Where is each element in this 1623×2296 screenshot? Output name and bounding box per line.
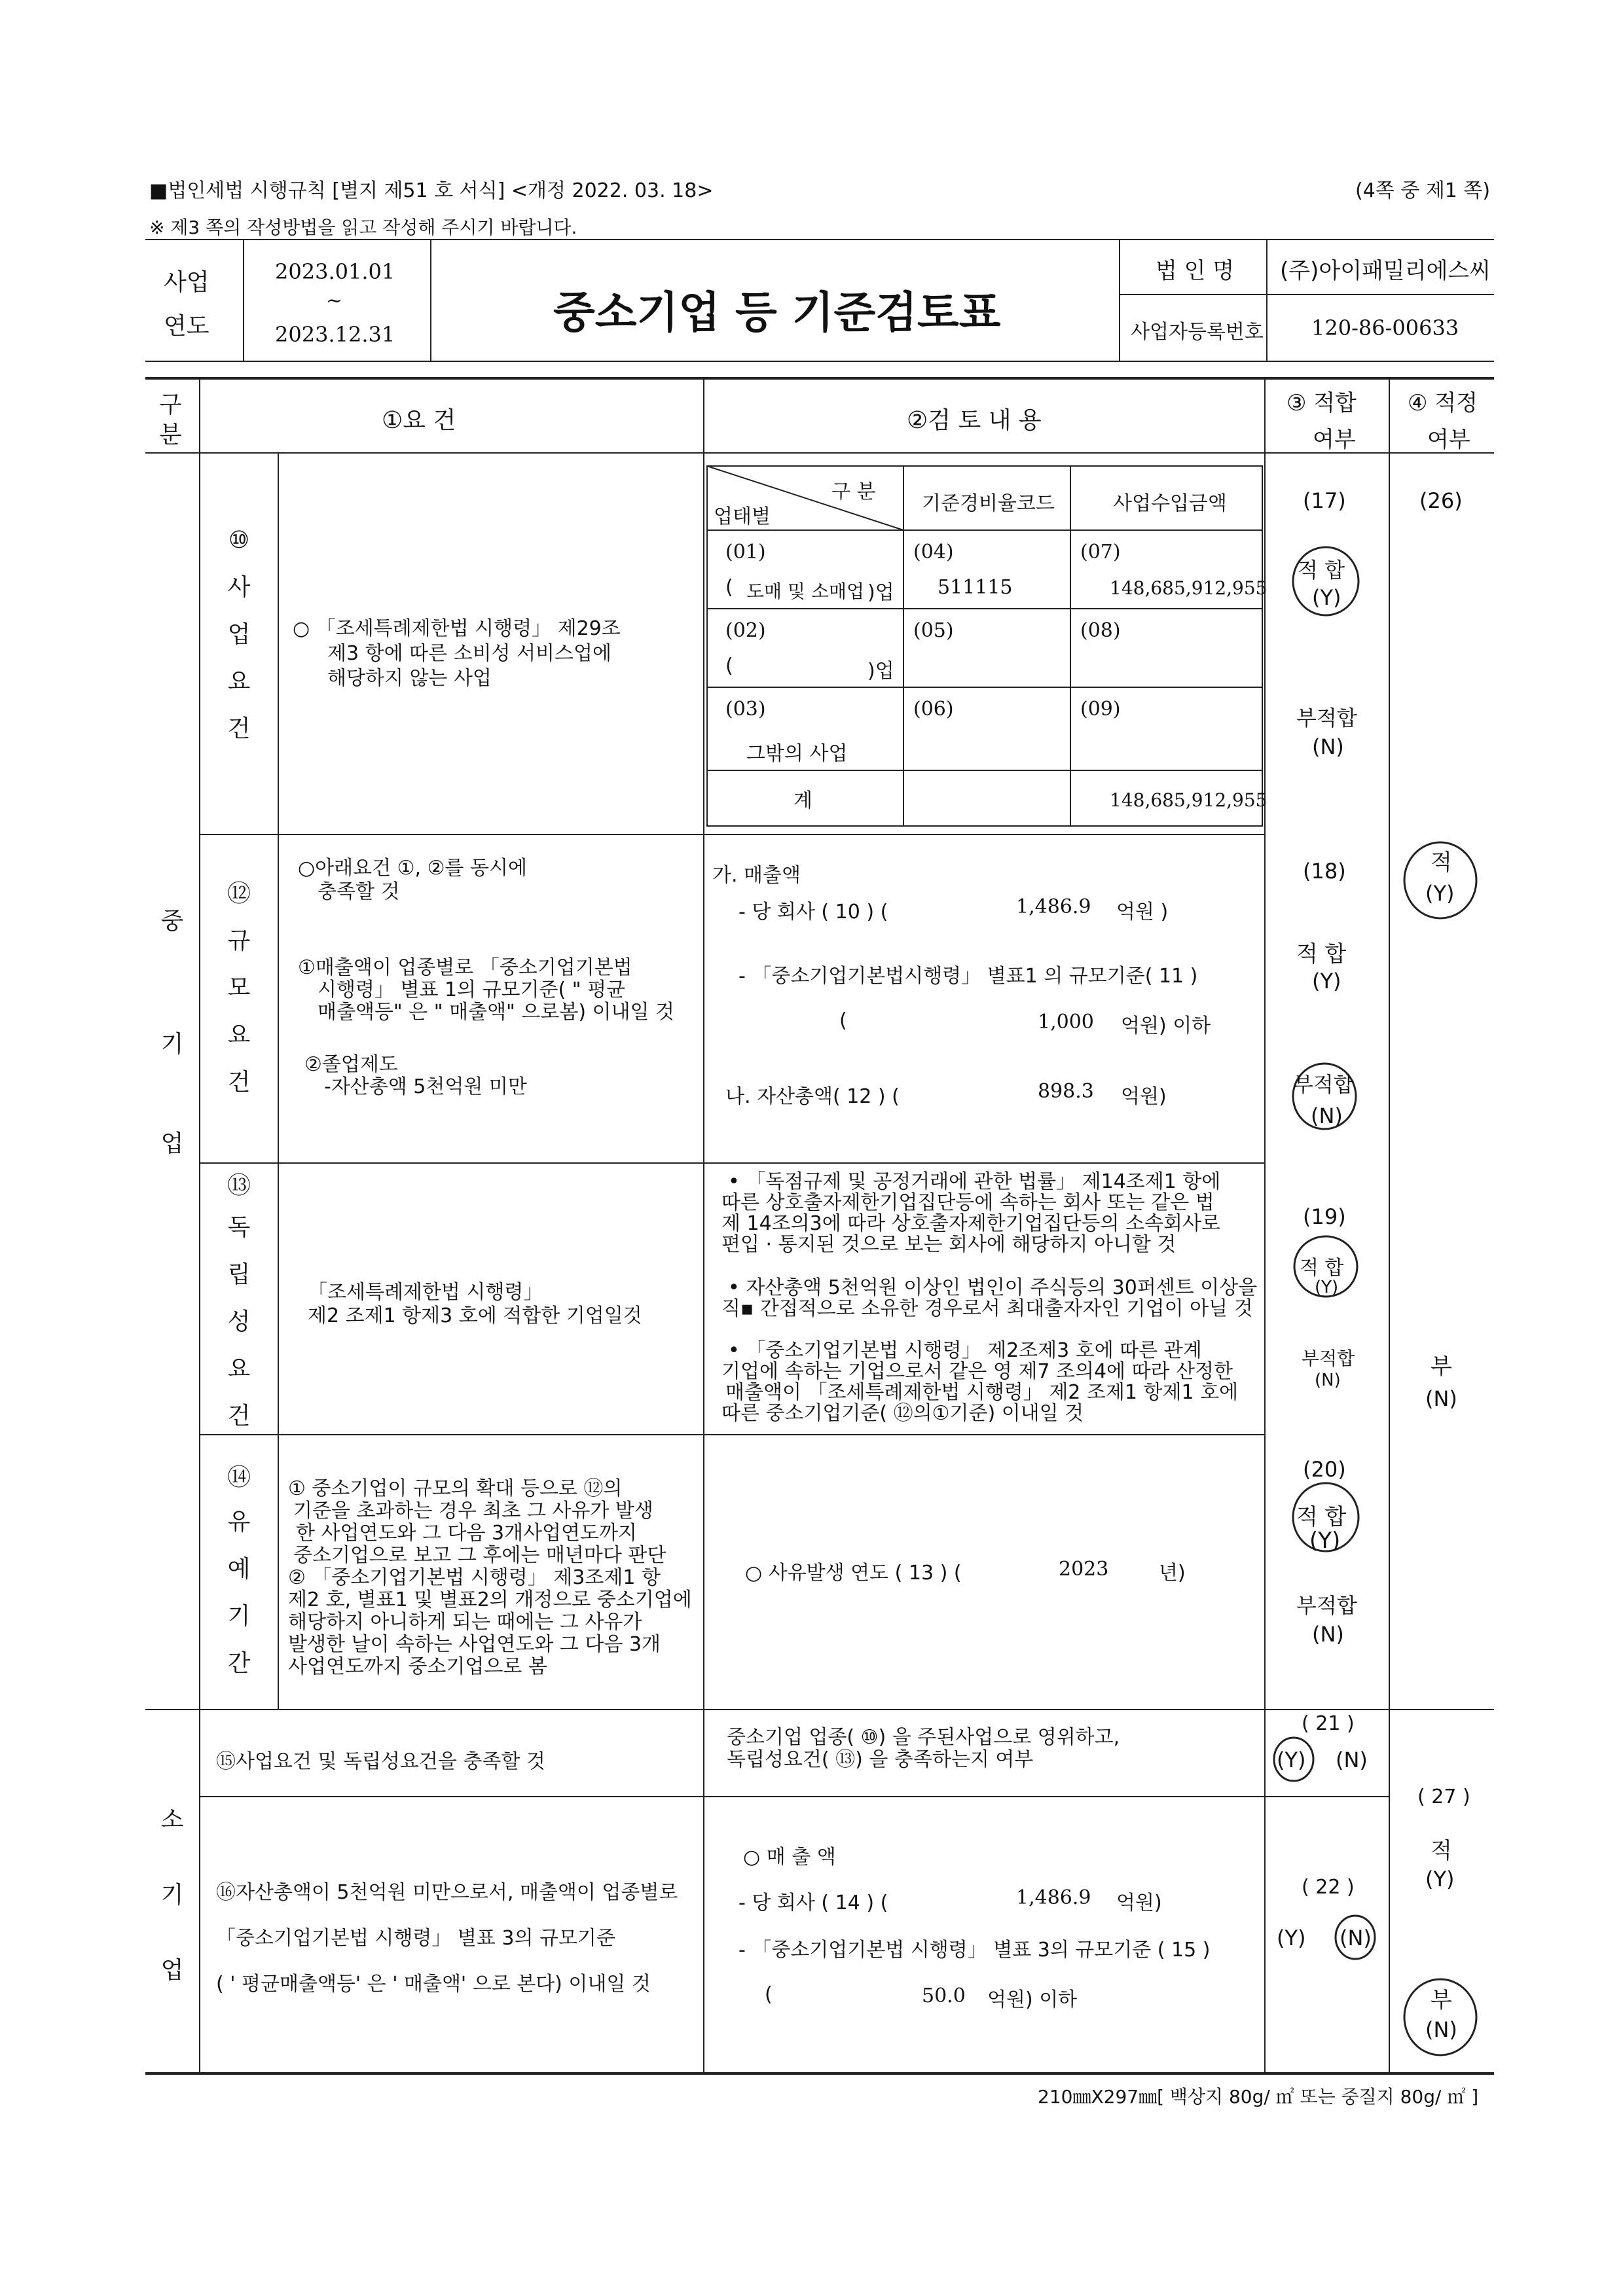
r101-fit-no: (17) [1303, 488, 1346, 513]
period-tilde: ~ [326, 289, 343, 312]
r102-label-2: 모 [227, 975, 251, 1001]
r106-rev-std-val: 50.0 [922, 1984, 966, 2007]
r101-row2-open: ( [725, 655, 733, 677]
r102-rev-company: - 당 회사 ( 10 ) ( [739, 901, 888, 924]
col-gubun-1: 구 [159, 391, 182, 418]
r101-total-amt: 148,685,912,955 [1110, 789, 1267, 811]
r104-req-2: 기준을 초과하는 경우 최초 그 사유가 발생 [293, 1499, 653, 1522]
r106-rev-company: - 당 회사 ( 14 ) ( [739, 1892, 888, 1914]
biz-no-label: 사업자등록번호 [1131, 321, 1264, 344]
r104-label-2: 예 [227, 1556, 251, 1583]
r106-req-2: 「중소기업기본법 시행령」 별표 3의 규모기준 [216, 1927, 615, 1950]
r102-req-7: -자산총액 5천억원 미만 [324, 1075, 527, 1098]
corp-name: (주)아이패밀리에스씨 [1280, 258, 1491, 284]
r102-fit-yes-code: (Y) [1312, 969, 1341, 994]
r103-rev-3: 제 14조의3에 따라 상호출자제한기업집단등의 소속회사로 [721, 1212, 1220, 1235]
r102-label-4: 건 [227, 1069, 251, 1096]
r101-row2-amt-no: (08) [1080, 619, 1121, 642]
r103-proper-no-code: (N) [1425, 1386, 1457, 1411]
period-end: 2023.12.31 [275, 322, 395, 347]
r103-fit-no-label: 부적합 [1302, 1348, 1355, 1369]
r101-th-gubun: 구 분 [831, 480, 876, 503]
r102-req-6: ②졸업제도 [304, 1053, 398, 1076]
r102-req-3: ①매출액이 업종별로 「중소기업기본법 [298, 956, 632, 979]
r101-row1-code-no: (04) [913, 541, 954, 564]
corp-name-label: 법 인 명 [1156, 258, 1235, 284]
r103-rev-6: 직▪ 간접적으로 소유한 경우로서 최대출자자인 기업이 아닐 것 [721, 1297, 1253, 1320]
r101-row3-no: (03) [725, 698, 766, 721]
r103-proper-no-label: 부 [1431, 1354, 1452, 1380]
r106-rev-std-open: ( [765, 1983, 773, 2006]
r104-rev-1: ○ 사유발생 연도 ( 13 ) ( [745, 1562, 962, 1585]
r101-th-amount: 사업수입금액 [1113, 492, 1227, 515]
r102-rev-std-val: 1,000 [1038, 1011, 1094, 1033]
r106-rev-title: ○ 매 출 액 [743, 1846, 836, 1869]
r102-req-4: 시행령」 별표 1의 규모기준( " 평균 [318, 978, 626, 1001]
r105-req: ⑮사업요건 및 독립성요건을 충족할 것 [216, 1750, 545, 1773]
r101-row1-amt-no: (07) [1080, 541, 1121, 564]
r104-req-4: 중소기업으로 보고 그 후에는 매년마다 판단 [293, 1544, 666, 1567]
col-proper-2: 여부 [1427, 427, 1470, 453]
r104-fit-no-label: 부적합 [1296, 1593, 1357, 1618]
r101-fit-yes-code: (Y) [1312, 585, 1341, 610]
r104-req-9: 사업연도까지 중소기업으로 봄 [288, 1655, 547, 1678]
r103-label-1: 독 [227, 1214, 251, 1241]
r104-fit-yes-code: (Y) [1309, 1528, 1341, 1554]
r106-fit-no: ( 22 ) [1302, 1876, 1355, 1899]
r101-row3-name: 그밖의 사업 [746, 742, 848, 765]
r106-fit-yes-code: (Y) [1277, 1926, 1306, 1950]
r102-req-1: ○아래요건 ①, ②를 동시에 [298, 857, 527, 880]
r101-row1-amt: 148,685,912,955 [1110, 577, 1267, 599]
r101-req-1: ○ 「조세특례제한법 시행령」 제29조 [293, 617, 621, 640]
r102-label-num: ⑫ [227, 880, 251, 907]
r102-fit-yes: 적 합 [1296, 941, 1347, 967]
r106-fit-no-code: (N) [1340, 1926, 1372, 1950]
r106-rev-unit: 억원) [1116, 1892, 1162, 1914]
section-sme-2: 기 [160, 1031, 184, 1058]
r106-req-1: ⑯자산총액이 5천억원 미만으로서, 매출액이 업종별로 [216, 1881, 678, 1904]
r106-rev-std: - 「중소기업기본법 시행령」 별표 3의 규모기준 ( 15 ) [739, 1939, 1211, 1962]
page-indicator: (4쪽 중 제1 쪽) [1355, 179, 1491, 202]
r102-label-3: 요 [227, 1022, 251, 1049]
form-reference: ■법인세법 시행규칙 [별지 제51 호 서식] <개정 2022. 03. 18> [149, 179, 714, 202]
section-small-2: 기 [160, 1882, 184, 1909]
r103-fit-yes-code: (Y) [1315, 1278, 1339, 1297]
r103-rev-8: 기업에 속하는 기업으로서 같은 영 제7 조의4에 따라 산정한 [721, 1360, 1233, 1383]
r105-rev-2: 독립성요건( ⑬) 을 충족하는지 여부 [727, 1748, 1034, 1771]
business-year-label-1: 사업 [164, 269, 210, 296]
r103-label-4: 요 [227, 1355, 251, 1382]
r102-rev-std: - 「중소기업기본법시행령」 별표1 의 규모기준( 11 ) [739, 965, 1198, 988]
r101-row1-name: 도매 및 소매업 [746, 581, 865, 602]
r102-label-1: 규 [227, 927, 251, 954]
r104-label-4: 간 [227, 1650, 251, 1677]
form-title: 중소기업 등 기준검토표 [553, 287, 1001, 338]
r103-req-1: 「조세특례제한법 시행령」 [308, 1281, 543, 1304]
r103-rev-1: • 「독점규제 및 공정거래에 관한 법률」 제14조제1 항에 [728, 1170, 1221, 1193]
r102-rev-na: 나. 자산총액( 12 ) ( [725, 1085, 900, 1108]
r106-proper-yes-code: (Y) [1425, 1867, 1455, 1892]
paper-spec-footer: 210㎜X297㎜[ 백상지 80g/ ㎡ 또는 중질지 80g/ ㎡ ] [1038, 2086, 1479, 2108]
r101-row1-code: 511115 [938, 576, 1013, 599]
r106-rev-company-val: 1,486.9 [1016, 1886, 1091, 1909]
r102-fit-no-code: (N) [1311, 1103, 1343, 1128]
section-sme-3: 업 [160, 1130, 184, 1157]
r102-fit-no-label: 부적합 [1293, 1072, 1354, 1097]
r101-label-2: 업 [227, 621, 251, 648]
r101-row1-close: )업 [867, 581, 894, 604]
r104-req-6: 제2 호, 별표1 및 별표2의 개정으로 중소기업에 [288, 1588, 692, 1611]
col-requirement: ①요 건 [382, 407, 456, 434]
r106-proper-no-code: (N) [1425, 2017, 1457, 2042]
r102-rev-asset-unit: 억원) [1121, 1085, 1167, 1108]
r101-fit-yes: 적 합 [1298, 558, 1345, 583]
r101-proper-no: (26) [1419, 488, 1463, 513]
r104-label-3: 기 [227, 1603, 251, 1630]
col-fit-2: 여부 [1313, 427, 1356, 453]
section-small-1: 소 [160, 1806, 184, 1833]
r101-fit-no-label: 부적합 [1296, 706, 1357, 730]
r103-label-2: 립 [227, 1261, 251, 1288]
r103-rev-5: • 자산총액 5천억원 이상인 법인이 주식등의 30퍼센트 이상을 [728, 1276, 1258, 1299]
col-proper-1: ④ 적정 [1408, 390, 1478, 416]
r101-row1-no: (01) [725, 541, 766, 564]
r101-row2-no: (02) [725, 619, 766, 642]
instruction-note: ※ 제3 쪽의 작성방법을 읽고 작성해 주시기 바랍니다. [149, 217, 577, 238]
col-review: ②검 토 내 용 [907, 407, 1042, 434]
r104-label-1: 유 [227, 1509, 251, 1535]
r103-rev-7: • 「중소기업기본법 시행령」 제2조제3 호에 따른 관계 [728, 1339, 1202, 1362]
r101-req-3: 해당하지 않는 사업 [327, 667, 492, 690]
r101-fit-no-code: (N) [1312, 734, 1344, 759]
r104-req-3: 한 사업연도와 그 다음 3개사업연도까지 [296, 1522, 637, 1545]
r101-label-4: 건 [227, 715, 251, 742]
r106-req-3: ( ' 평균매출액등' 은 ' 매출액' 으로 본다) 이내일 것 [216, 1973, 651, 1996]
r104-req-7: 해당하지 아니하게 되는 때에는 그 사유가 [288, 1611, 642, 1634]
r105-fit-yes-code: (Y) [1277, 1748, 1306, 1772]
r103-rev-9: 매출액이 「조세특례제한법 시행령」 제2 조제1 항제1 호에 [725, 1381, 1239, 1404]
r102-rev-ga: 가. 매출액 [712, 864, 801, 887]
r102-rev-company-val: 1,486.9 [1016, 895, 1091, 918]
r101-th-industry: 업태별 [714, 505, 771, 528]
r106-rev-std-unit: 억원) 이하 [987, 1988, 1078, 2011]
r104-rev-year: 2023 [1059, 1558, 1109, 1581]
period-start: 2023.01.01 [275, 259, 395, 284]
r103-fit-no-code: (N) [1315, 1371, 1341, 1390]
business-year-label-2: 연도 [164, 313, 210, 340]
r101-label-num: ⑩ [228, 527, 250, 554]
r104-fit-yes: 적 합 [1296, 1504, 1347, 1530]
biz-no: 120-86-00633 [1311, 315, 1459, 340]
r102-req-5: 매출액등" 은 " 매출액" 으로봄) 이내일 것 [318, 1001, 675, 1024]
r102-fit-no: (18) [1303, 859, 1346, 884]
r103-label-num: ⑬ [227, 1172, 251, 1199]
r102-proper-yes: 적 [1431, 850, 1452, 876]
r105-rev-1: 중소기업 업종( ⑩) 을 주된사업으로 영위하고, [727, 1726, 1120, 1749]
r101-row3-code-no: (06) [913, 698, 954, 721]
r103-rev-4: 편입 · 통지된 것으로 보는 회사에 해당하지 아니할 것 [721, 1233, 1176, 1256]
r103-label-3: 성 [227, 1308, 251, 1335]
r104-label-num: ⑭ [227, 1464, 251, 1491]
r101-req-2: 제3 항에 따른 소비성 서비스업에 [327, 642, 611, 665]
r102-rev-unit: 억원 ) [1116, 901, 1169, 924]
r106-proper-yes: 적 [1431, 1838, 1452, 1864]
r101-row2-code-no: (05) [913, 619, 954, 642]
section-small-3: 업 [160, 1957, 184, 1984]
r102-rev-std-open: ( [839, 1009, 847, 1032]
r104-req-5: ② 「중소기업기본법 시행령」 제3조제1 항 [288, 1566, 661, 1589]
r106-proper-no-label: 부 [1431, 1987, 1452, 2013]
r102-rev-std-unit: 억원) 이하 [1121, 1014, 1211, 1037]
col-fit-1: ③ 적합 [1286, 390, 1357, 416]
r104-fit-no-code: (N) [1312, 1622, 1344, 1647]
r102-req-2: 충족할 것 [318, 880, 400, 903]
r106-proper-no: ( 27 ) [1417, 1785, 1470, 1808]
r102-rev-asset-val: 898.3 [1038, 1080, 1094, 1103]
r102-proper-yes-code: (Y) [1425, 881, 1455, 906]
r101-row2-close: )업 [867, 660, 894, 683]
r103-req-2: 제2 조제1 항제3 호에 적합한 기업일것 [308, 1304, 642, 1327]
r101-label-1: 사 [227, 574, 251, 601]
col-gubun-2: 분 [159, 422, 182, 448]
r105-fit-no-code: (N) [1336, 1748, 1368, 1772]
r104-fit-no: (20) [1303, 1457, 1346, 1482]
r103-rev-2: 따른 상호출자제한기업집단등에 속하는 회사 또는 같은 법 [721, 1191, 1214, 1214]
r101-th-code: 기준경비율코드 [922, 492, 1055, 515]
r103-rev-10: 따른 중소기업기준( ⑫의①기준) 이내일 것 [721, 1402, 1084, 1425]
r104-req-1: ① 중소기업이 규모의 확대 등으로 ⑫의 [288, 1477, 623, 1500]
r101-total-label: 계 [793, 789, 812, 812]
r104-rev-unit: 년) [1159, 1562, 1186, 1585]
r101-row3-amt-no: (09) [1080, 698, 1121, 721]
r104-req-8: 발생한 날이 속하는 사업연도와 그 다음 3개 [288, 1633, 661, 1656]
r103-label-5: 건 [227, 1403, 251, 1429]
r103-fit-no: (19) [1303, 1204, 1346, 1229]
r105-fit-no: ( 21 ) [1302, 1712, 1355, 1735]
section-sme-1: 중 [160, 908, 184, 935]
r103-fit-yes: 적 합 [1300, 1257, 1344, 1280]
r101-row1-open: ( [725, 576, 733, 599]
r101-label-3: 요 [227, 668, 251, 695]
